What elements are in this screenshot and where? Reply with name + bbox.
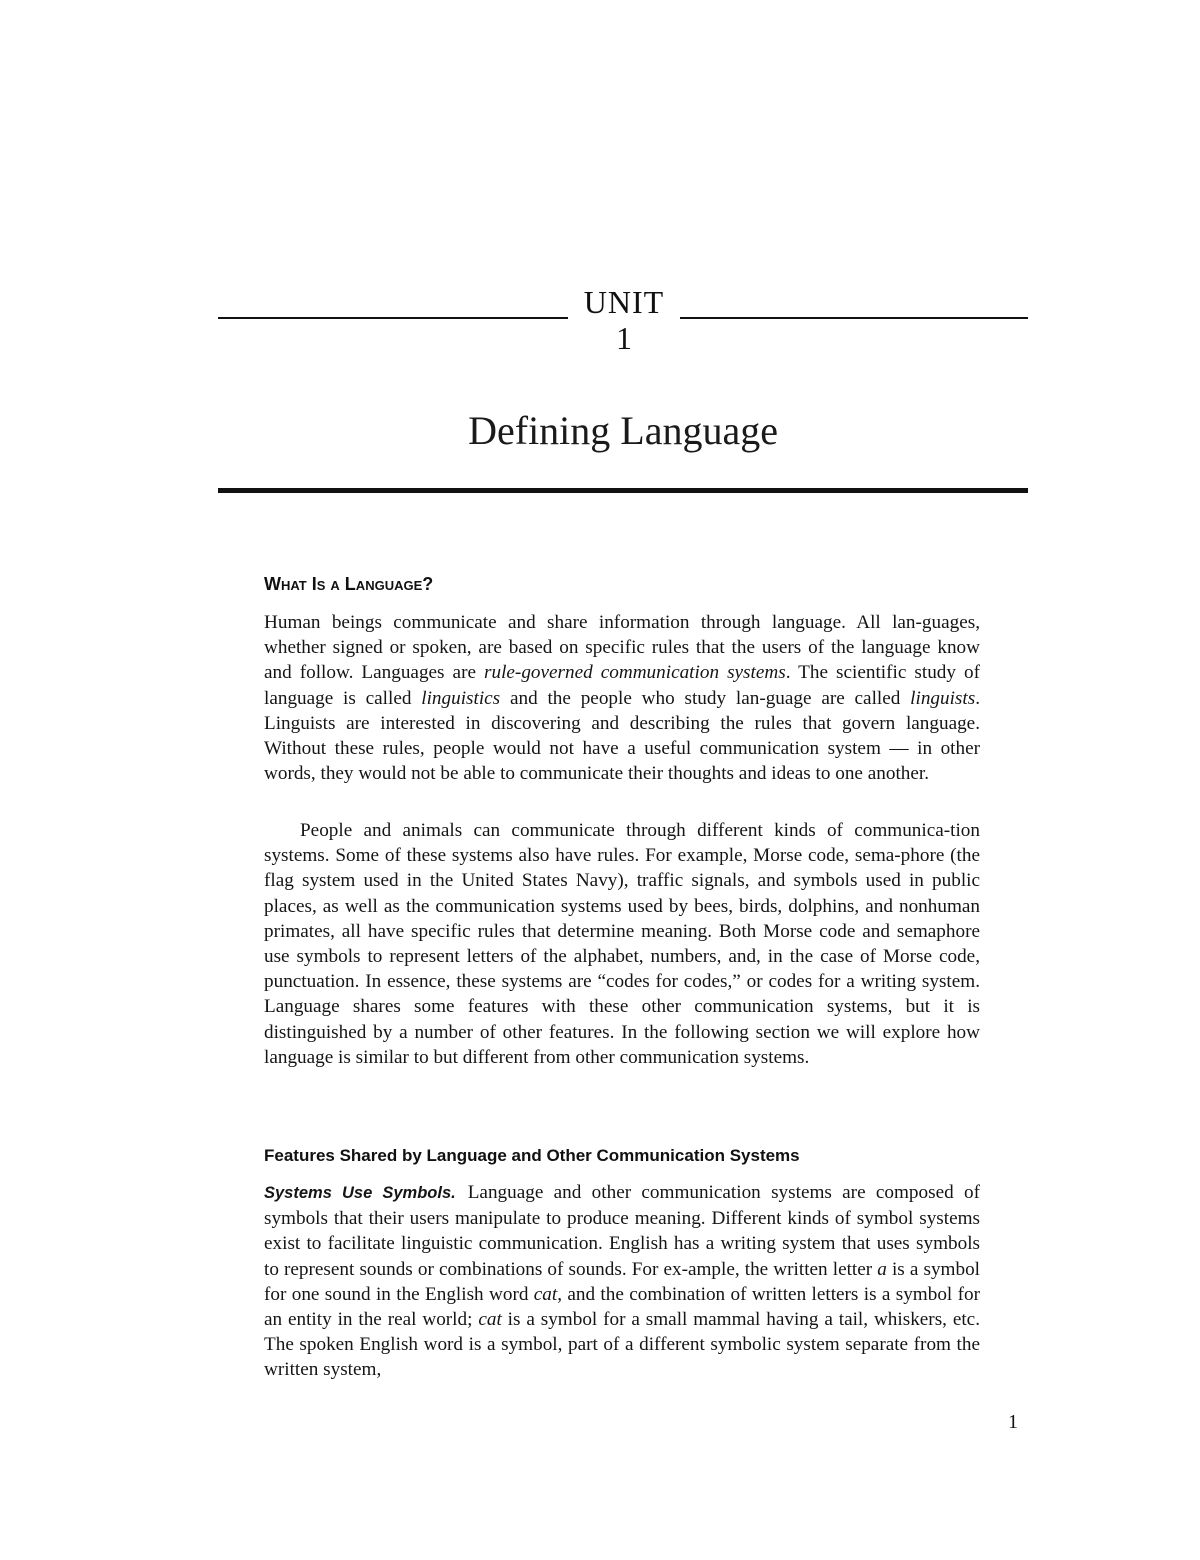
paragraph-2-text: People and animals can communicate through different kinds of communica-tion systems. Some of these systems also have rules. For example, Morse code, sema-phore (the flag system used in the United States Navy), traffic signals, and symbols used in public places, as well as the communication systems used by bees, birds, dolphins, and nonhuman primates, all have specific rules that determine meaning. Both Morse code and semaphore use symbols to represent letters of the alphabet, numbers, and, in the case of Morse code, punctuation. In essence, these systems are “codes for codes,” or codes for a writing system. Language shares some features with these other communication systems, but it is distinguished by a number of other features. In the following section we will explore how language is similar to but different from other communication systems.: [264, 820, 980, 1068]
paragraph-3-text-2: is a symbol for one sound in the English word: [264, 1258, 980, 1305]
paragraph-1-text-4: . Linguists are interested in discovering and describing the rules that govern language. Without these rules, people would not have a useful communication system — in other words, they would not be able to communicate their thoughts and ideas to one another.: [264, 687, 980, 785]
example-word-cat-second: cat: [478, 1309, 502, 1331]
unit-title: Defining Language: [468, 408, 778, 453]
term-linguists: linguists: [910, 687, 976, 709]
paragraph-2: [264, 818, 980, 1070]
unit-label: UNIT: [583, 284, 665, 320]
example-letter-a: a: [877, 1258, 887, 1280]
term-rule-governed-communication-systems: rule-governed communication systems: [484, 662, 786, 684]
run-in-heading: Systems Use Symbols.: [264, 1184, 456, 1202]
unit-rule-right: [680, 317, 1028, 319]
paragraph-1-text-1: Human beings communicate and share information through language. All lan-guages, whether signed or spoken, are based on specific rules that the users of the language know and follow. Languages are: [264, 612, 980, 684]
paragraph-1-text-2: . The scientific study of language is called: [264, 662, 980, 709]
subsection-heading: Features Shared by Language and Other Communication Systems: [264, 1146, 800, 1165]
term-linguistics: linguistics: [421, 687, 501, 709]
section-heading: What Is a Language?: [264, 574, 434, 594]
unit-rule-bottom: [218, 488, 1028, 493]
unit-number: 1: [616, 320, 632, 356]
paragraph-1: [264, 610, 980, 786]
paragraph-3-text-1: Language and other communication systems are composed of symbols that their users manipulate to produce meaning. Different kinds of symbol systems exist to facilitate linguistic communication. English has a writing system that uses symbols to represent sounds or combinations of sounds. For ex-ample, the written letter: [264, 1182, 980, 1280]
paragraph-3: [264, 1180, 980, 1383]
paragraph-3-text-4: is a symbol for a small mammal having a tail, whiskers, etc. The spoken English word is a symbol, part of a different symbolic system separate from the written system,: [264, 1309, 980, 1381]
page-number: 1: [1008, 1411, 1018, 1433]
example-word-cat: cat: [533, 1283, 558, 1305]
paragraph-3-text-3: , and the combination of written letters is a symbol for an entity in the real world;: [264, 1283, 980, 1331]
paragraph-1-text-3: and the people who study lan-guage are called: [500, 687, 911, 709]
unit-rule-left: [218, 317, 568, 319]
